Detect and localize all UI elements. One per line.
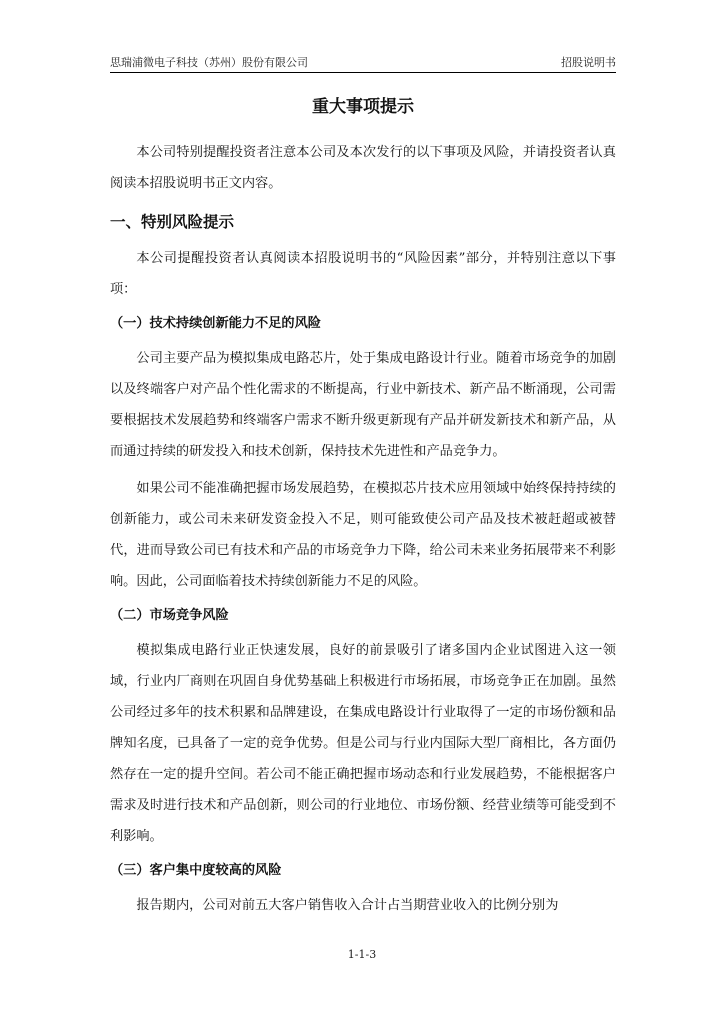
risk-heading-competition: （二）市场竞争风险 bbox=[110, 608, 229, 623]
page-number: 1-1-3 bbox=[347, 948, 377, 961]
risk-heading-customer-concentration: （三）客户集中度较高的风险 bbox=[110, 863, 282, 878]
risk-competition-paragraph: 模拟集成电路行业正快速发展，良好的前景吸引了诸多国内企业试图进入这一领域，行业内厂商则在巩固自身优势基础上积极进行市场拓展，市场竞争正在加剧。虽然公司经过多年的技术积累和品牌建设，在集成电路设计行业取得了一定的市场份额和品牌知名度，已具备了一定的竞争优势。但是公司与行业内国际大型厂商相比，各方面仍然存在一定的提升空间。若公司不能正确把握市场动态和行业发展趋势，不能根据客户需求及时进行技术和产品创新，则公司的行业地位、市场份额、经营业绩等可能受到不利影响。 bbox=[110, 643, 616, 844]
page-header bbox=[110, 50, 616, 73]
section-heading-special-risks: 一、特别风险提示 bbox=[110, 213, 235, 231]
risk-heading-innovation: （一）技术持续创新能力不足的风险 bbox=[110, 316, 321, 331]
header-document-type: 招股说明书 bbox=[561, 56, 616, 69]
risk-innovation-paragraph-2: 如果公司不能准确把握市场发展趋势，在模拟芯片技术应用领域中始终保持持续的创新能力，或公司未来研发资金投入不足，则可能致使公司产品及技术被赶超或被替代，进而导致公司已有技术和产品的市场竞争力下降，给公司未来业务拓展带来不利影响。因此，公司面临着技术持续创新能力不足的风险。 bbox=[110, 481, 616, 589]
header-company-name: 思瑞浦微电子科技（苏州）股份有限公司 bbox=[110, 56, 308, 69]
risk-customer-concentration-paragraph: 报告期内，公司对前五大客户销售收入合计占当期营业收入的比例分别为 bbox=[136, 898, 559, 913]
section-intro-paragraph: 本公司提醒投资者认真阅读本招股说明书的“风险因素”部分，并特别注意以下事项： bbox=[110, 251, 616, 297]
intro-paragraph: 本公司特别提醒投资者注意本公司及本次发行的以下事项及风险，并请投资者认真阅读本招股说明书正文内容。 bbox=[110, 145, 616, 191]
page-content bbox=[110, 95, 616, 921]
risk-innovation-paragraph-1: 公司主要产品为模拟集成电路芯片，处于集成电路设计行业。随着市场竞争的加剧以及终端客户对产品个性化需求的不断提高，行业中新技术、新产品不断涌现，公司需要根据技术发展趋势和终端客户需求不断升级更新现有产品并研发新技术和新产品，从而通过持续的研发投入和技术创新，保持技术先进性和产品竞争力。 bbox=[110, 351, 616, 459]
page-title: 重大事项提示 bbox=[312, 97, 414, 117]
